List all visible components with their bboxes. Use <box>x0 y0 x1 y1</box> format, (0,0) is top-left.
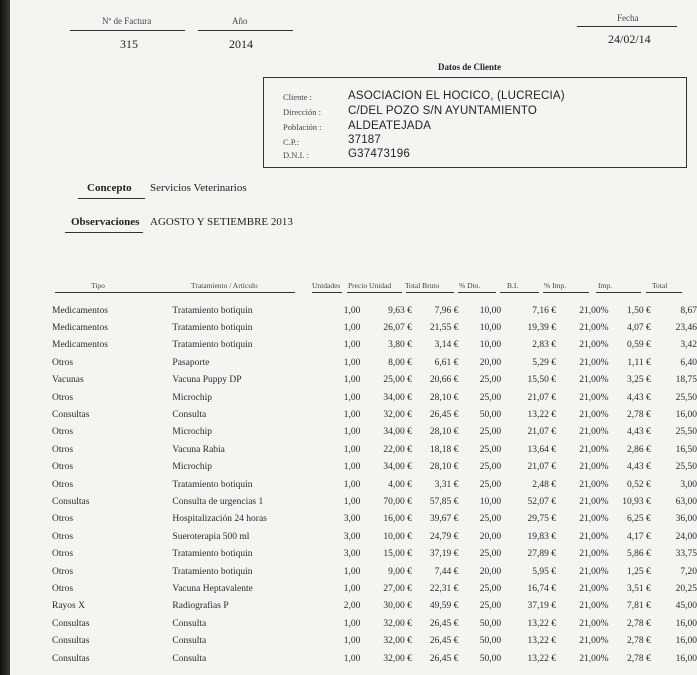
cell-bi: 15,50 € <box>527 375 557 386</box>
date-rule <box>577 26 677 27</box>
cell-tratamiento: Microchip <box>172 427 212 438</box>
cell-tipo: Rayos X <box>52 601 85 612</box>
dni-label: D.N.I. : <box>283 150 309 160</box>
cell-imp-pct: 21,00% <box>579 618 609 629</box>
cell-bi: 13,22 € <box>527 636 557 647</box>
items-table-body <box>10 302 697 667</box>
cell-total-bruto: 28,10 € <box>429 427 459 438</box>
cell-total-bruto: 24,79 € <box>429 531 459 542</box>
cell-dto: 25,00 <box>479 375 502 386</box>
cell-tratamiento: Vacuna Heptavalente <box>172 583 253 594</box>
cell-imp: 5,86 € <box>627 549 651 560</box>
cell-imp: 1,50 € <box>627 305 651 316</box>
cell-dto: 20,00 <box>479 357 502 368</box>
observaciones-rule <box>65 232 143 233</box>
header-rule-5 <box>458 292 496 293</box>
table-row <box>10 354 697 371</box>
cell-tratamiento: Consulta <box>172 618 207 629</box>
year-rule <box>198 30 293 31</box>
town-label: Población : <box>283 122 322 132</box>
cell-tipo: Vacunas <box>52 375 84 386</box>
cell-total-bruto: 49,59 € <box>429 601 459 612</box>
cell-total-bruto: 26,45 € <box>429 618 459 629</box>
cell-tipo: Consultas <box>52 636 90 647</box>
header-rule-1 <box>55 292 295 293</box>
cell-total: 25,50 <box>675 392 697 403</box>
cell-total-bruto: 3,31 € <box>434 479 459 490</box>
cell-imp: 2,78 € <box>627 653 651 664</box>
cell-total: 23,46 <box>675 323 697 334</box>
cell-dto: 25,00 <box>479 549 502 560</box>
cell-bi: 16,74 € <box>527 583 557 594</box>
cell-total: 6,40 <box>680 357 697 368</box>
address-label: Dirección : <box>283 107 321 117</box>
cell-total: 24,00 <box>675 531 697 542</box>
cell-bi: 37,19 € <box>527 601 557 612</box>
cell-tratamiento: Consulta <box>172 636 207 647</box>
cell-unidades: 3,00 <box>343 531 361 542</box>
cell-total-bruto: 20,66 € <box>429 375 459 386</box>
cell-imp-pct: 21,00% <box>579 514 609 525</box>
cell-unidades: 1,00 <box>343 653 361 664</box>
cell-bi: 21,07 € <box>527 427 557 438</box>
cell-tipo: Consultas <box>52 653 90 664</box>
cell-tipo: Medicamentos <box>52 340 108 351</box>
cell-total: 16,00 <box>675 636 697 647</box>
cell-dto: 25,00 <box>479 479 502 490</box>
cell-tipo: Medicamentos <box>52 323 108 334</box>
cell-total-bruto: 3,14 € <box>434 340 459 351</box>
cell-total-bruto: 28,10 € <box>429 392 459 403</box>
header-precio-unidad: Precio Unidad <box>348 281 392 290</box>
cell-dto: 25,00 <box>479 427 502 438</box>
cell-precio-unidad: 32,00 € <box>383 618 412 629</box>
cell-precio-unidad: 9,00 € <box>388 566 412 577</box>
cell-total-bruto: 22,31 € <box>429 583 459 594</box>
cell-unidades: 1,00 <box>343 375 361 386</box>
cell-unidades: 1,00 <box>343 392 361 403</box>
scan-edge <box>0 0 10 675</box>
cell-total: 3,00 <box>680 479 697 490</box>
cell-total-bruto: 39,67 € <box>429 514 459 525</box>
cell-total-bruto: 26,45 € <box>429 653 459 664</box>
cell-tratamiento: Consulta de urgencias 1 <box>172 496 264 507</box>
cell-unidades: 1,00 <box>343 305 361 316</box>
header-rule-2 <box>312 292 342 293</box>
cell-dto: 10,00 <box>479 496 502 507</box>
cell-tipo: Otros <box>52 531 74 542</box>
cell-unidades: 1,00 <box>343 357 361 368</box>
cell-dto: 25,00 <box>479 462 502 473</box>
invoice-number-label: Nº de Factura <box>102 16 152 26</box>
cell-tipo: Otros <box>52 566 74 577</box>
cell-tipo: Otros <box>52 479 74 490</box>
concepto-label: Concepto <box>87 182 132 194</box>
table-row <box>10 302 697 319</box>
cell-bi: 2,83 € <box>532 340 557 351</box>
table-row <box>10 632 697 649</box>
cell-tratamiento: Tratamiento botiquin <box>172 340 253 351</box>
cell-imp-pct: 21,00% <box>579 636 609 647</box>
cell-total-bruto: 7,44 € <box>434 566 459 577</box>
concepto-rule <box>78 198 145 199</box>
client-address: C/DEL POZO S/N AYUNTAMIENTO <box>348 105 538 117</box>
header-rule-3 <box>347 292 402 293</box>
invoice-date: 24/02/14 <box>608 32 651 46</box>
cell-dto: 25,00 <box>479 583 502 594</box>
table-row <box>10 459 697 476</box>
header-rule-6 <box>500 292 539 293</box>
cell-imp: 1,25 € <box>627 566 651 577</box>
cell-total: 16,50 <box>675 444 697 455</box>
cell-bi: 2,48 € <box>532 479 557 490</box>
table-row <box>10 528 697 545</box>
cell-precio-unidad: 32,00 € <box>383 410 412 421</box>
cell-dto: 50,00 <box>479 653 502 664</box>
table-row <box>10 406 697 423</box>
cell-tipo: Consultas <box>52 496 90 507</box>
cell-total: 63,00 <box>675 496 697 507</box>
cell-imp-pct: 21,00% <box>579 462 609 473</box>
cell-imp: 2,78 € <box>627 410 651 421</box>
cell-imp-pct: 21,00% <box>579 496 609 507</box>
cell-imp: 3,51 € <box>627 583 651 594</box>
cell-precio-unidad: 34,00 € <box>383 392 412 403</box>
invoice-year: 2014 <box>229 37 253 51</box>
cell-precio-unidad: 22,00 € <box>383 444 412 455</box>
cell-imp: 4,17 € <box>627 531 651 542</box>
cell-tratamiento: Vacuna Puppy DP <box>172 375 242 386</box>
cell-unidades: 1,00 <box>343 323 361 334</box>
cell-bi: 21,07 € <box>527 462 557 473</box>
cell-unidades: 1,00 <box>343 410 361 421</box>
cell-tratamiento: Vacuna Rabia <box>172 444 225 455</box>
cell-dto: 25,00 <box>479 514 502 525</box>
table-row <box>10 389 697 406</box>
cell-precio-unidad: 32,00 € <box>383 653 412 664</box>
cell-total: 25,50 <box>675 462 697 473</box>
cell-tipo: Otros <box>52 392 74 403</box>
client-section-title: Datos de Cliente <box>438 62 501 72</box>
cell-precio-unidad: 15,00 € <box>383 549 412 560</box>
table-row <box>10 563 697 580</box>
cell-imp: 4,43 € <box>627 392 651 403</box>
cell-total: 16,00 <box>675 653 697 664</box>
cell-total: 16,00 <box>675 618 697 629</box>
cell-tratamiento: Tratamiento botiquin <box>172 323 253 334</box>
client-name: ASOCIACION EL HOCICO, (LUCRECIA) <box>348 90 565 102</box>
cell-unidades: 1,00 <box>343 496 361 507</box>
cell-total: 7,20 <box>680 566 697 577</box>
cell-bi: 13,64 € <box>527 444 557 455</box>
cell-imp: 0,52 € <box>627 479 651 490</box>
cell-imp-pct: 21,00% <box>579 653 609 664</box>
cell-total-bruto: 21,55 € <box>429 323 459 334</box>
cell-imp-pct: 21,00% <box>579 531 609 542</box>
cell-imp-pct: 21,00% <box>579 566 609 577</box>
postcode-label: C.P.: <box>283 137 300 147</box>
cell-tipo: Otros <box>52 462 74 473</box>
cell-total: 16,00 <box>675 410 697 421</box>
cell-dto: 25,00 <box>479 392 502 403</box>
table-row <box>10 598 697 615</box>
cell-bi: 29,75 € <box>527 514 557 525</box>
year-label: Año <box>232 16 248 26</box>
cell-imp-pct: 21,00% <box>579 305 609 316</box>
cell-tratamiento: Microchip <box>172 392 212 403</box>
cell-imp-pct: 21,00% <box>579 392 609 403</box>
header-total-bruto: Total Bruto <box>405 281 440 290</box>
client-dni: G37473196 <box>348 148 410 160</box>
observaciones-label: Observaciones <box>71 216 140 228</box>
cell-total: 18,75 <box>675 375 697 386</box>
cell-tipo: Otros <box>52 427 74 438</box>
cell-bi: 5,29 € <box>532 357 557 368</box>
table-row <box>10 424 697 441</box>
cell-bi: 13,22 € <box>527 618 557 629</box>
cell-imp-pct: 21,00% <box>579 444 609 455</box>
items-table <box>10 302 697 667</box>
header-rule-9 <box>646 292 682 293</box>
cell-total: 36,00 <box>675 514 697 525</box>
cell-precio-unidad: 8,00 € <box>388 357 412 368</box>
cell-imp-pct: 21,00% <box>579 479 609 490</box>
date-label: Fecha <box>617 13 639 23</box>
cell-tratamiento: Microchip <box>172 462 212 473</box>
cell-dto: 20,00 <box>479 531 502 542</box>
cell-bi: 13,22 € <box>527 653 557 664</box>
cell-tipo: Consultas <box>52 618 90 629</box>
table-row <box>10 372 697 389</box>
cell-precio-unidad: 32,00 € <box>383 636 412 647</box>
invoice-page <box>10 0 697 675</box>
cell-tipo: Consultas <box>52 410 90 421</box>
cell-unidades: 1,00 <box>343 444 361 455</box>
cell-dto: 25,00 <box>479 444 502 455</box>
cell-tratamiento: Hospitalización 24 horas <box>172 514 267 525</box>
cell-imp: 2,78 € <box>627 636 651 647</box>
cell-bi: 5,95 € <box>532 566 557 577</box>
cell-tratamiento: Pasaporte <box>172 357 210 368</box>
invoice-number: 315 <box>120 37 138 51</box>
cell-tipo: Otros <box>52 357 74 368</box>
cell-imp: 6,25 € <box>627 514 651 525</box>
cell-unidades: 1,00 <box>343 427 361 438</box>
table-row <box>10 650 697 667</box>
header-rule-7 <box>543 292 589 293</box>
cell-total-bruto: 26,45 € <box>429 636 459 647</box>
cell-precio-unidad: 4,00 € <box>388 479 412 490</box>
cell-unidades: 1,00 <box>343 636 361 647</box>
cell-tipo: Otros <box>52 583 74 594</box>
cell-imp-pct: 21,00% <box>579 340 609 351</box>
cell-tratamiento: Tratamiento botiquin <box>172 549 253 560</box>
invoice-number-rule <box>70 30 185 31</box>
cell-bi: 21,07 € <box>527 392 557 403</box>
cell-tipo: Medicamentos <box>52 305 108 316</box>
cell-precio-unidad: 9,63 € <box>388 305 412 316</box>
client-town: ALDEATEJADA <box>348 120 432 132</box>
cell-dto: 25,00 <box>479 601 502 612</box>
header-rule-8 <box>596 292 641 293</box>
cell-imp-pct: 21,00% <box>579 375 609 386</box>
cell-dto: 20,00 <box>479 566 502 577</box>
cell-bi: 19,83 € <box>527 531 557 542</box>
cell-unidades: 3,00 <box>343 514 361 525</box>
cell-dto: 50,00 <box>479 618 502 629</box>
cell-unidades: 1,00 <box>343 462 361 473</box>
header-unidades: Unidades <box>312 281 341 290</box>
cell-unidades: 1,00 <box>343 618 361 629</box>
cell-unidades: 1,00 <box>343 479 361 490</box>
header-rule-4 <box>406 292 454 293</box>
cell-precio-unidad: 16,00 € <box>383 514 412 525</box>
cell-total: 8,67 <box>680 305 697 316</box>
header-dto: % Dto. <box>459 281 481 290</box>
cell-imp: 10,93 € <box>622 496 651 507</box>
header-imp: Imp. <box>598 281 612 290</box>
header-imp-pct: % Imp. <box>544 281 567 290</box>
cell-imp-pct: 21,00% <box>579 583 609 594</box>
header-tipo: Tipo <box>91 281 105 290</box>
cell-precio-unidad: 10,00 € <box>383 531 412 542</box>
cell-total-bruto: 6,61 € <box>434 357 459 368</box>
cell-tipo: Otros <box>52 444 74 455</box>
cell-unidades: 1,00 <box>343 566 361 577</box>
table-row <box>10 615 697 632</box>
cell-dto: 10,00 <box>479 305 502 316</box>
cell-imp: 4,43 € <box>627 462 651 473</box>
cell-tratamiento: Tratamiento botiquin <box>172 479 253 490</box>
cell-unidades: 1,00 <box>343 583 361 594</box>
cell-bi: 52,07 € <box>527 496 557 507</box>
cell-bi: 7,16 € <box>532 305 557 316</box>
table-row <box>10 511 697 528</box>
table-row <box>10 493 697 510</box>
cell-imp-pct: 21,00% <box>579 601 609 612</box>
cell-imp: 0,59 € <box>627 340 651 351</box>
cell-imp-pct: 21,00% <box>579 549 609 560</box>
cell-tratamiento: Tratamiento botiquin <box>172 566 253 577</box>
table-row <box>10 476 697 493</box>
cell-dto: 50,00 <box>479 410 502 421</box>
cell-tipo: Otros <box>52 514 74 525</box>
cell-imp: 4,43 € <box>627 427 651 438</box>
cell-unidades: 1,00 <box>343 340 361 351</box>
concepto-value: Servicios Veterinarios <box>150 182 247 194</box>
table-row <box>10 319 697 336</box>
client-label: Cliente : <box>283 92 313 102</box>
cell-total-bruto: 37,19 € <box>429 549 459 560</box>
cell-bi: 13,22 € <box>527 410 557 421</box>
cell-imp: 7,81 € <box>627 601 651 612</box>
cell-total-bruto: 57,85 € <box>429 496 459 507</box>
observaciones-value: AGOSTO Y SETIEMBRE 2013 <box>150 216 293 228</box>
cell-total: 3,42 <box>680 340 697 351</box>
table-row <box>10 441 697 458</box>
cell-precio-unidad: 34,00 € <box>383 427 412 438</box>
cell-unidades: 3,00 <box>343 549 361 560</box>
cell-imp-pct: 21,00% <box>579 323 609 334</box>
table-row <box>10 545 697 562</box>
cell-bi: 19,39 € <box>527 323 557 334</box>
cell-precio-unidad: 70,00 € <box>383 496 412 507</box>
cell-precio-unidad: 27,00 € <box>383 583 412 594</box>
cell-total: 33,75 <box>675 549 697 560</box>
cell-total: 45,00 <box>675 601 697 612</box>
cell-precio-unidad: 30,00 € <box>383 601 412 612</box>
table-row <box>10 337 697 354</box>
cell-precio-unidad: 34,00 € <box>383 462 412 473</box>
cell-imp-pct: 21,00% <box>579 410 609 421</box>
cell-total-bruto: 26,45 € <box>429 410 459 421</box>
cell-imp-pct: 21,00% <box>579 427 609 438</box>
cell-imp: 2,86 € <box>627 444 651 455</box>
cell-total: 20,25 <box>675 583 697 594</box>
cell-bi: 27,89 € <box>527 549 557 560</box>
cell-total: 25,50 <box>675 427 697 438</box>
cell-precio-unidad: 3,80 € <box>388 340 412 351</box>
header-bi: B.I. <box>507 281 519 290</box>
cell-total-bruto: 18,18 € <box>429 444 459 455</box>
cell-imp: 2,78 € <box>627 618 651 629</box>
cell-tratamiento: Consulta <box>172 653 207 664</box>
cell-imp: 3,25 € <box>627 375 651 386</box>
cell-total-bruto: 28,10 € <box>429 462 459 473</box>
table-row <box>10 580 697 597</box>
cell-dto: 10,00 <box>479 323 502 334</box>
cell-imp-pct: 21,00% <box>579 357 609 368</box>
cell-tratamiento: Radiografias P <box>172 601 229 612</box>
cell-precio-unidad: 26,07 € <box>383 323 412 334</box>
client-postcode: 37187 <box>348 134 381 146</box>
header-tratamiento: Tratamiento / Artículo <box>191 281 258 290</box>
cell-imp: 1,11 € <box>627 357 651 368</box>
cell-tratamiento: Sueroterapia 500 ml <box>172 531 250 542</box>
cell-tipo: Otros <box>52 549 74 560</box>
cell-tratamiento: Tratamiento botiquin <box>172 305 253 316</box>
cell-dto: 50,00 <box>479 636 502 647</box>
header-total: Total <box>652 281 668 290</box>
cell-dto: 10,00 <box>479 340 502 351</box>
cell-tratamiento: Consulta <box>172 410 207 421</box>
cell-imp: 4,07 € <box>627 323 651 334</box>
cell-unidades: 2,00 <box>343 601 361 612</box>
cell-total-bruto: 7,96 € <box>434 305 459 316</box>
cell-precio-unidad: 25,00 € <box>383 375 412 386</box>
